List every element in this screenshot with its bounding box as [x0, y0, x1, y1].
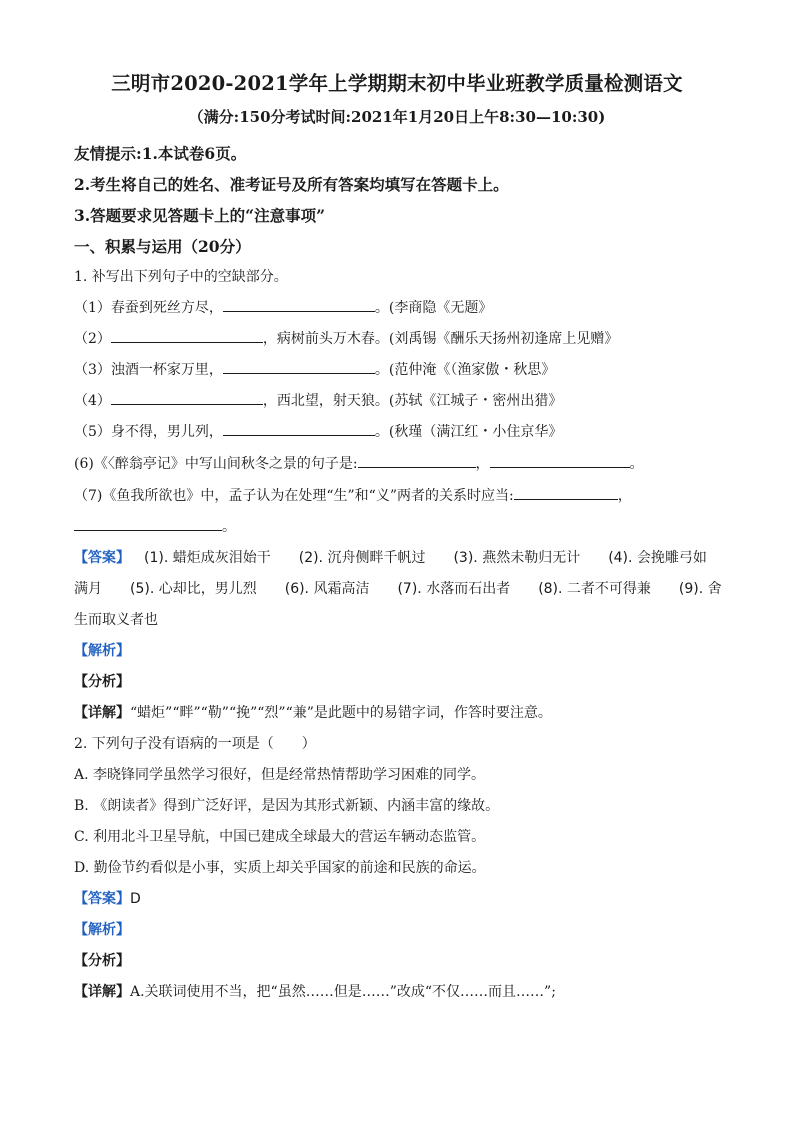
q2-detail-text: A.关联词使用不当，把“虽然……但是……”改成“不仅……而且……”;: [130, 984, 556, 1000]
answer-tag: 【答案】: [74, 550, 130, 566]
tip-line-1: 友情提示:1.本试卷6页。: [74, 144, 247, 163]
exam-subtitle: （满分:150分考试时间:2021年1月20日上午8:30—10:30): [188, 108, 606, 126]
q1-item-3-post: 。(范仲淹《（渔家傲・秋思》: [374, 362, 556, 378]
answer-blank: [223, 297, 375, 312]
q1-item-2-pre: （2）: [74, 331, 111, 347]
q2-stem: 2. 下列句子没有语病的一项是（ ）: [74, 736, 316, 752]
answer-blank: [514, 485, 618, 500]
detail-tag: 【详解】: [74, 705, 130, 721]
q1-detail: [74, 702, 552, 722]
q2-answer-value: D: [130, 891, 141, 907]
q1-item-1-pre: （1）春蚕到死丝方尽，: [74, 300, 223, 316]
detail-tag: 【详解】: [74, 984, 130, 1000]
q1-item-7-cont: [74, 516, 236, 536]
q1-item-6-post: 。: [629, 456, 644, 472]
q1-item-5: [74, 421, 562, 441]
q1-item-1-post: 。(李商隐《无题》: [374, 300, 493, 316]
q1-answer-line-1: [74, 547, 707, 567]
answer-blank: [111, 328, 263, 343]
q1-item-7-mid: ，: [617, 488, 632, 504]
q2-option-a: A. 李晓锋同学虽然学习很好，但是经常热情帮助学习困难的同学。: [74, 767, 486, 783]
q1-answer-text-1: (1). 蜡炬成灰泪始干 (2). 沉舟侧畔千帆过 (3). 燕然未勒归无计 (4). 会挽雕弓如: [144, 550, 707, 566]
q2-option-d: D. 勤俭节约看似是小事，实质上却关乎国家的前途和民族的命运。: [74, 860, 486, 876]
q1-item-3: [74, 359, 555, 379]
q1-item-5-post: 。(秋瑾（满江红・小住京华》: [374, 424, 563, 440]
q1-item-7: [74, 485, 632, 505]
q1-item-6-pre: (6)《〈醉翁亭记》中写山间秋冬之景的句子是:: [74, 456, 358, 472]
answer-blank: [358, 453, 476, 468]
tip-line-3: 3.答题要求见答题卡上的“注意事项”: [74, 206, 326, 225]
q1-item-7-post: 。: [222, 519, 236, 535]
answer-blank: [223, 359, 375, 374]
q1-item-4-post: ，西北望，射天狼。(苏轼《江城子・密州出猎》: [262, 393, 563, 409]
answer-tag: 【答案】: [74, 891, 130, 907]
q2-answer: [74, 888, 141, 908]
q2-detail: [74, 981, 556, 1001]
q1-item-6: [74, 453, 644, 473]
q1-analysis-tag: 【解析】: [74, 643, 130, 659]
answer-blank: [223, 421, 375, 436]
q1-item-3-pre: （3）浊酒一杯家万里，: [74, 362, 223, 378]
q2-fenxi-tag: 【分析】: [74, 953, 130, 969]
q2-option-c: C. 利用北斗卫星导航，中国已建成全球最大的营运车辆动态监管。: [74, 829, 486, 845]
q1-detail-text: “蜡炬”“畔”“勒”“挽”“烈”“兼”是此题中的易错字词，作答时要注意。: [130, 705, 552, 721]
q2-option-b: B. 《朗读者》得到广泛好评，是因为其形式新颖、内涵丰富的缘故。: [74, 798, 500, 814]
q1-stem: 1. 补写出下列句子中的空缺部分。: [74, 269, 288, 285]
tip-line-2: 2.考生将自己的姓名、准考证号及所有答案均填写在答题卡上。: [74, 175, 509, 194]
q1-item-2-post: ，病树前头万木春。(刘禹锡《酬乐天扬州初逢席上见赠》: [262, 331, 619, 347]
q1-item-4-pre: （4）: [74, 393, 111, 409]
q1-item-2: [74, 328, 618, 348]
q1-answer-line-3: 生而取义者也: [74, 612, 158, 628]
answer-blank: [111, 390, 263, 405]
q1-fenxi-tag: 【分析】: [74, 674, 130, 690]
q1-answer-line-2: 满月 (5). 心却比，男儿烈 (6). 风霜高洁 (7). 水落而石出者 (8). 二者不可得兼 (9). 舍: [74, 581, 722, 597]
q1-item-1: [74, 297, 492, 317]
section-heading: 一、积累与运用（20分）: [74, 237, 251, 256]
q1-item-4: [74, 390, 562, 410]
q1-item-7-pre: （7)《鱼我所欲也》中，孟子认为在处理“生”和“义”两者的关系时应当:: [74, 488, 514, 504]
answer-blank: [74, 516, 222, 531]
q1-item-6-mid: ，: [475, 456, 490, 472]
answer-blank: [490, 453, 630, 468]
q1-item-5-pre: （5）身不得，男儿列，: [74, 424, 223, 440]
q2-analysis-tag: 【解析】: [74, 922, 130, 938]
exam-title: 三明市2020-2021学年上学期期末初中毕业班教学质量检测语文: [111, 72, 683, 95]
